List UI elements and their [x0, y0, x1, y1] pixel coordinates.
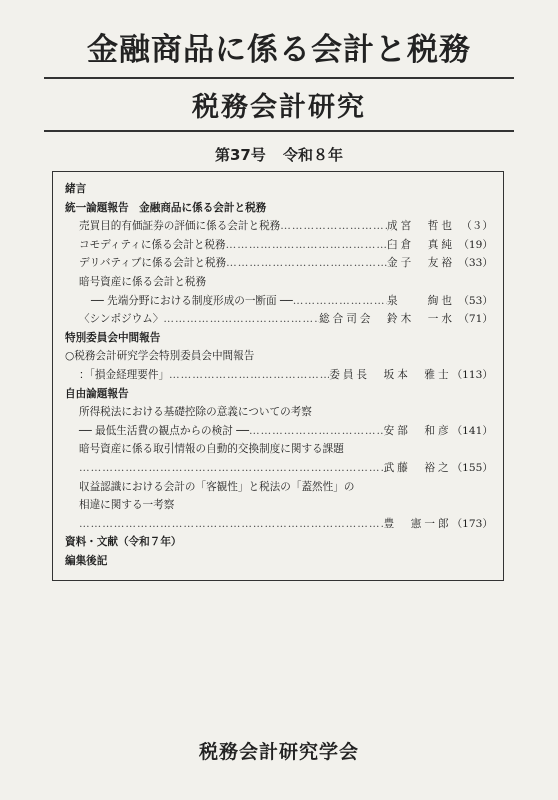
toc-entry-title-line [65, 478, 493, 497]
toc-entry-title: 売買目的有価証券の評価に係る会計と税務 [79, 220, 281, 233]
toc-entry-page: （３） [461, 220, 493, 233]
toc-entry [65, 459, 493, 478]
toc-entry-page: （33） [458, 257, 493, 270]
toc-entry-author: 安部 和彦 [383, 424, 452, 437]
toc-entry-title-line [65, 273, 493, 292]
toc-afterword: 編集後記 [65, 554, 108, 567]
toc-entry [65, 217, 493, 236]
toc-entry-title-line [65, 403, 493, 422]
toc-entry-title-cont: 相違に関する一考察 [79, 499, 175, 512]
toc-entry [65, 366, 493, 385]
toc-entry-title: コモディティに係る会計と税務 [79, 238, 226, 251]
toc-entry-subtitle: ── 先端分野における制度形成の一断面 ── [91, 294, 293, 307]
toc-entry-title-line [65, 496, 493, 515]
toc-entry-author: 豊 憲一郎 [383, 517, 452, 530]
toc-entry-author: 臼倉 真純 [387, 238, 455, 251]
toc-entry-title: ○税務会計研究学会特別委員会中間報告 [65, 350, 255, 363]
toc-entry-title-line [65, 347, 493, 366]
mid-rule [44, 130, 514, 132]
toc-entry-page: （173） [451, 517, 493, 530]
toc-entry-author: 武藤 裕之 [383, 461, 452, 474]
journal-title: 税務会計研究 [192, 92, 366, 123]
issue-info [0, 144, 558, 165]
toc-entry-author: 泉 絢也 [387, 294, 455, 307]
toc-entry-title-line [65, 440, 493, 459]
toc-materials: 資料・文献（令和７年） [65, 536, 182, 549]
toc-entry-title: 所得税法における基礎控除の意義についての考察 [79, 406, 312, 419]
toc-entry-page: （71） [458, 313, 493, 326]
toc-entry-author: 委員長 坂本 雅士 [329, 368, 452, 381]
toc-entry [65, 515, 493, 534]
toc-entry-title: 〈シンポジウム〉 [79, 313, 164, 326]
toc-entry-author: 金子 友裕 [387, 257, 455, 270]
toc-section-heading: 特別委員会中間報告 [65, 331, 161, 344]
book-title: 金融商品に係る会計と税務 [87, 32, 471, 68]
toc-entry [65, 292, 493, 311]
issue-number: 第37号 [214, 146, 266, 164]
toc-entry [65, 236, 493, 255]
toc-entry-title: デリバティブに係る会計と税務 [79, 257, 227, 270]
toc-entry-title: 暗号資産に係る会計と税務 [79, 275, 207, 288]
toc-entry-title: 収益認識における会計の「客観性」と税法の「蓋然性」の [79, 480, 355, 493]
toc-entry-subtitle: ── 最低生活費の観点からの検討 ── [79, 424, 249, 437]
toc-entry-page: （141） [451, 424, 493, 437]
publisher-name: 税務会計研究学会 [198, 741, 359, 763]
toc-entry-page: （19） [458, 238, 493, 251]
toc-entry-subtitle: ：「損金経理要件」 [79, 368, 170, 381]
toc-entry-title: 暗号資産に係る取引情報の自動的交換制度に関する課題 [79, 443, 344, 456]
issue-year: 令和８年 [283, 146, 344, 164]
toc-entry-author: 成宮 哲也 [387, 220, 455, 233]
top-rule [44, 77, 514, 79]
toc-section-heading: 統一論題報告 金融商品に係る会計と税務 [65, 201, 267, 214]
table-of-contents [52, 171, 504, 581]
toc-entry [65, 422, 493, 441]
toc-entry-page: （53） [458, 294, 493, 307]
toc-preface: 緒言 [65, 183, 87, 195]
toc-entry-page: （113） [451, 368, 493, 381]
toc-section-heading: 自由論題報告 [65, 387, 129, 400]
toc-entry-page: （155） [451, 461, 493, 474]
toc-entry [65, 310, 493, 329]
toc-entry-author: 総合司会 鈴木 一水 [319, 313, 455, 326]
toc-entry [65, 254, 493, 273]
